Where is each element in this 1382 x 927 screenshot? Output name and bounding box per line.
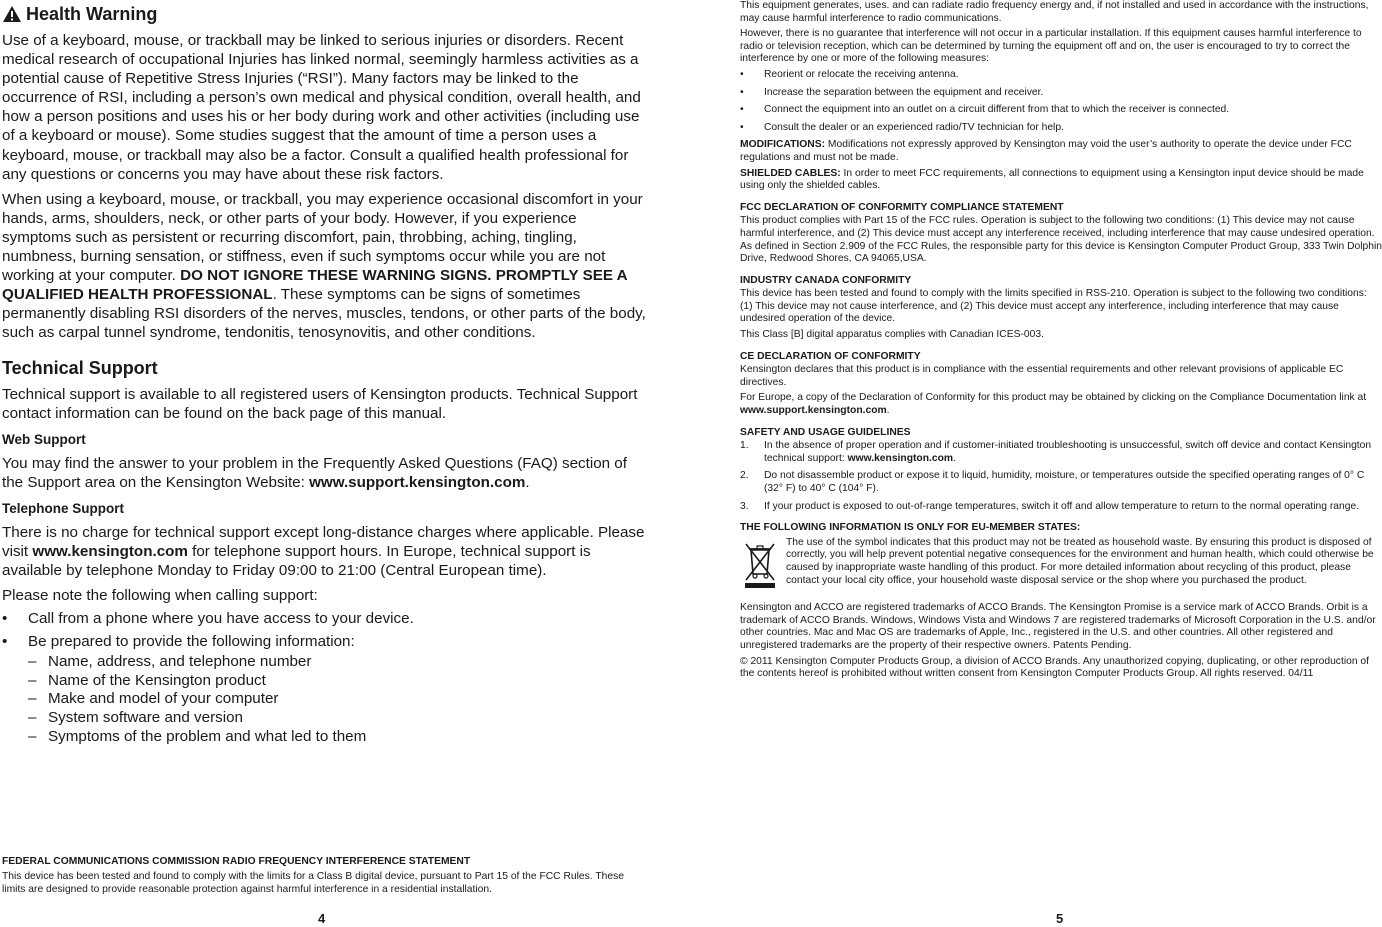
industry-canada-text-2: This Class [B] digital apparatus complies with Canadian ICES-003. (740, 329, 1044, 341)
list-item: – Symptoms of the problem and what led to them (28, 727, 367, 745)
technical-support-heading: Technical Support (2, 357, 158, 378)
eu-disposal-text: The use of the symbol indicates that this product may not be treated as household waste. By ensuring this product is disposed of correctly, you will help prevent potential negative consequences for the environment and human health, which could otherwise be caused by inappropriate waste handling of this product. For more detailed information about recycling of this product, please contact your local city office, your household waste disposal service or the shop where you purchased the product. (786, 536, 1374, 586)
web-support-text: You may find the answer to your problem in the Frequently Asked Questions (FAQ) section of the Support area on the Kensington Website: www.support.kensington.com. (2, 454, 627, 491)
list-item: – Make and model of your computer (28, 690, 279, 708)
crossed-out-wheelie-bin-icon (740, 540, 780, 590)
compliance-link[interactable]: www.support.kensington.com (740, 405, 887, 417)
telephone-support-heading: Telephone Support (2, 500, 124, 516)
fcc-intro-1: This equipment generates, uses. and can radiate radio frequency energy and, if not installed and used in accordance with the instructions, may cause harmful interference to radio communications. (740, 0, 1369, 24)
kensington-link[interactable]: www.kensington.com (847, 452, 954, 464)
telephone-support-link[interactable]: www.kensington.com (32, 542, 188, 560)
fcc-statement-heading: FEDERAL COMMUNICATIONS COMMISSION RADIO FREQUENCY INTERFERENCE STATEMENT (2, 856, 471, 867)
web-support-link[interactable]: www.support.kensington.com (309, 473, 526, 491)
page-number-right: 5 (1056, 911, 1064, 926)
list-item: – Name, address, and telephone number (28, 653, 312, 671)
list-item: 3. If your product is exposed to out-of-range temperatures, switch it off and allow temperature to return to the normal operating range. (740, 500, 1360, 512)
health-warning-paragraph-1: Use of a keyboard, mouse, or trackball may be linked to serious injuries or disorders. Recent medical research of occupational Injuries has linked normal, seemingly harmless activities as a potential cause of Repetitive Stress Injuries (“RSI”). Many factors may be linked to the occurrence of RSI, including a person’s own medical and physical condition, overall health, and how a person positions and uses his or her body during work and other activities (including use of a keyboard or mouse). Some studies suggest that the amount of time a person uses a keyboard, mouse, or trackball may also be a factor. Consult a qualified health professional for any questions or concerns you may have about these risk factors. (2, 32, 641, 183)
eu-disposal-block (740, 536, 1382, 590)
list-item: • Connect the equipment into an outlet on a circuit different from that to which the receiver is connected. (740, 104, 1230, 116)
right-page (740, 0, 1382, 927)
list-item: – System software and version (28, 709, 243, 727)
shielded-cables-text: SHIELDED CABLES: In order to meet FCC requirements, all connections to equipment using a Kensington input device should be made using only the shielded cables. (740, 167, 1364, 192)
trademarks-text: Kensington and ACCO are registered trademarks of ACCO Brands. The Kensington Promise is a service mark of ACCO Brands. Orbit is a trademark of ACCO Brands. Windows, Windows Vista and Windows 7 are registered trademarks of Microsoft Corporation in the U.S. and/or other countries. Mac and Mac OS are trademarks of Apple, Inc., registered in the U.S. and other countries. All other registered and unregistered trademarks are the property of their respective owners. Patents Pending. (740, 602, 1376, 651)
list-item: 2. Do not disassemble product or expose it to liquid, humidity, moisture, or temperatures outside the specified operating ranges of 0° C (32° F) to 40° C (104° F). (740, 470, 1365, 494)
ce-declaration-heading: CE DECLARATION OF CONFORMITY (740, 350, 921, 362)
list-item: • Increase the separation between the equipment and receiver. (740, 86, 1044, 98)
safety-guidelines-heading: SAFETY AND USAGE GUIDELINES (740, 426, 911, 438)
modifications-text: MODIFICATIONS: Modifications not expressly approved by Kensington may void the user’s authority to operate the device under FCC regulations and must not be made. (740, 139, 1352, 163)
left-page (0, 0, 650, 927)
web-support-heading: Web Support (2, 431, 86, 447)
list-item: • Call from a phone where you have access to your device. (2, 610, 414, 628)
list-item: • Reorient or relocate the receiving antenna. (740, 68, 959, 80)
fcc-conformity-text: This product complies with Part 15 of the FCC rules. Operation is subject to the following two conditions: (1) This device may not cause harmful interference, and (2) This device must accept any interference received, including interference that may cause undesired operation. As defined in Section 2.909 of the FCC Rules, the responsible party for this device is Kensington Computer Product Group, 333 Twin Dolphin Drive, Redwood Shores, CA 94065,USA. (740, 215, 1382, 265)
health-warning-heading: Health Warning (2, 3, 650, 25)
fcc-conformity-heading: FCC DECLARATION OF CONFORMITY COMPLIANCE STATEMENT (740, 201, 1064, 213)
list-item: • Consult the dealer or an experienced radio/TV technician for help. (740, 121, 1064, 133)
warning-emphasis: DO NOT IGNORE THESE WARNING SIGNS. PROMPTLY SEE A QUALIFIED HEALTH PROFESSIONAL (2, 267, 628, 304)
list-item: – Name of the Kensington product (28, 671, 266, 689)
telephone-support-text: There is no charge for technical support except long-distance charges where applicable. Please visit www.kensington.com for telephone support hours. In Europe, technical support is available by telephone Monday to Friday 09:00 to 21:00 (Central European time). (2, 523, 645, 580)
industry-canada-heading: INDUSTRY CANADA CONFORMITY (740, 274, 912, 286)
ce-declaration-text-1: Kensington declares that this product is in compliance with the essential requirements and other relevant provisions of applicable EC directives. (740, 364, 1344, 388)
copyright-text: © 2011 Kensington Computer Products Group, a division of ACCO Brands. Any unauthorized copying, duplicating, or other reproduction of the contents hereof is prohibited without written consent from Kensington Computer Products Group. All rights reserved. 04/11 (740, 655, 1370, 680)
list-item: 1. In the absence of proper operation and if customer-initiated troubleshooting is unsuccessful, switch off device and contact Kensington technical support: www.kensington.com. (740, 440, 1372, 464)
support-note: Please note the following when calling support: (2, 587, 318, 605)
technical-support-intro: Technical support is available to all registered users of Kensington products. Technical Support contact information can be found on the back page of this manual. (2, 385, 638, 422)
eu-information-heading: THE FOLLOWING INFORMATION IS ONLY FOR EU-MEMBER STATES: (740, 522, 1081, 534)
warning-triangle-icon (2, 5, 22, 23)
ce-declaration-text-2: For Europe, a copy of the Declaration of Conformity for this product may be obtained by clicking on the Compliance Documentation link at www.support.kensington.com. (740, 392, 1367, 417)
page-number-left: 4 (318, 911, 326, 926)
industry-canada-text-1: This device has been tested and found to comply with the limits specified in RSS-210. Operation is subject to the following two conditions: (1) This device may not cause interference, and (2) This device must accept any interference, including interference that may cause undesired operation of the device. (740, 288, 1367, 325)
fcc-statement-text: This device has been tested and found to comply with the limits for a Class B digital device, pursuant to Part 15 of the FCC Rules. These limits are designed to provide reasonable protection against harmful interference in a residential installation. (2, 871, 624, 895)
fcc-intro-2: However, there is no guarantee that interference will not occur in a particular installation. If this equipment causes harmful interference to radio or television reception, which can be determined by turning the equipment off and on, the user is encouraged to try to correct the interference by one or more of the following measures: (740, 28, 1362, 65)
fcc-statement (2, 855, 650, 896)
health-warning-paragraph-2: When using a keyboard, mouse, or trackball, you may experience occasional discomfort in your hands, arms, shoulders, neck, or other parts of your body. However, if you experience symptoms such as persistent or recurring discomfort, pain, throbbing, aching, tingling, numbness, burning sensation, or stiffness, even if such symptoms occur while you are not working at your computer. DO NOT IGNORE THESE WARNING SIGNS. PROMPTLY SEE A QUALIFIED HEALTH PROFESSIONAL. These symptoms can be signs of sometimes permanently disabling RSI disorders of the nerves, muscles, tendons, or other parts of the body, such as carpal tunnel syndrome, tendonitis, tenosynovitis, and other conditions. (2, 190, 646, 342)
list-item: • Be prepared to provide the following information: (2, 633, 355, 651)
